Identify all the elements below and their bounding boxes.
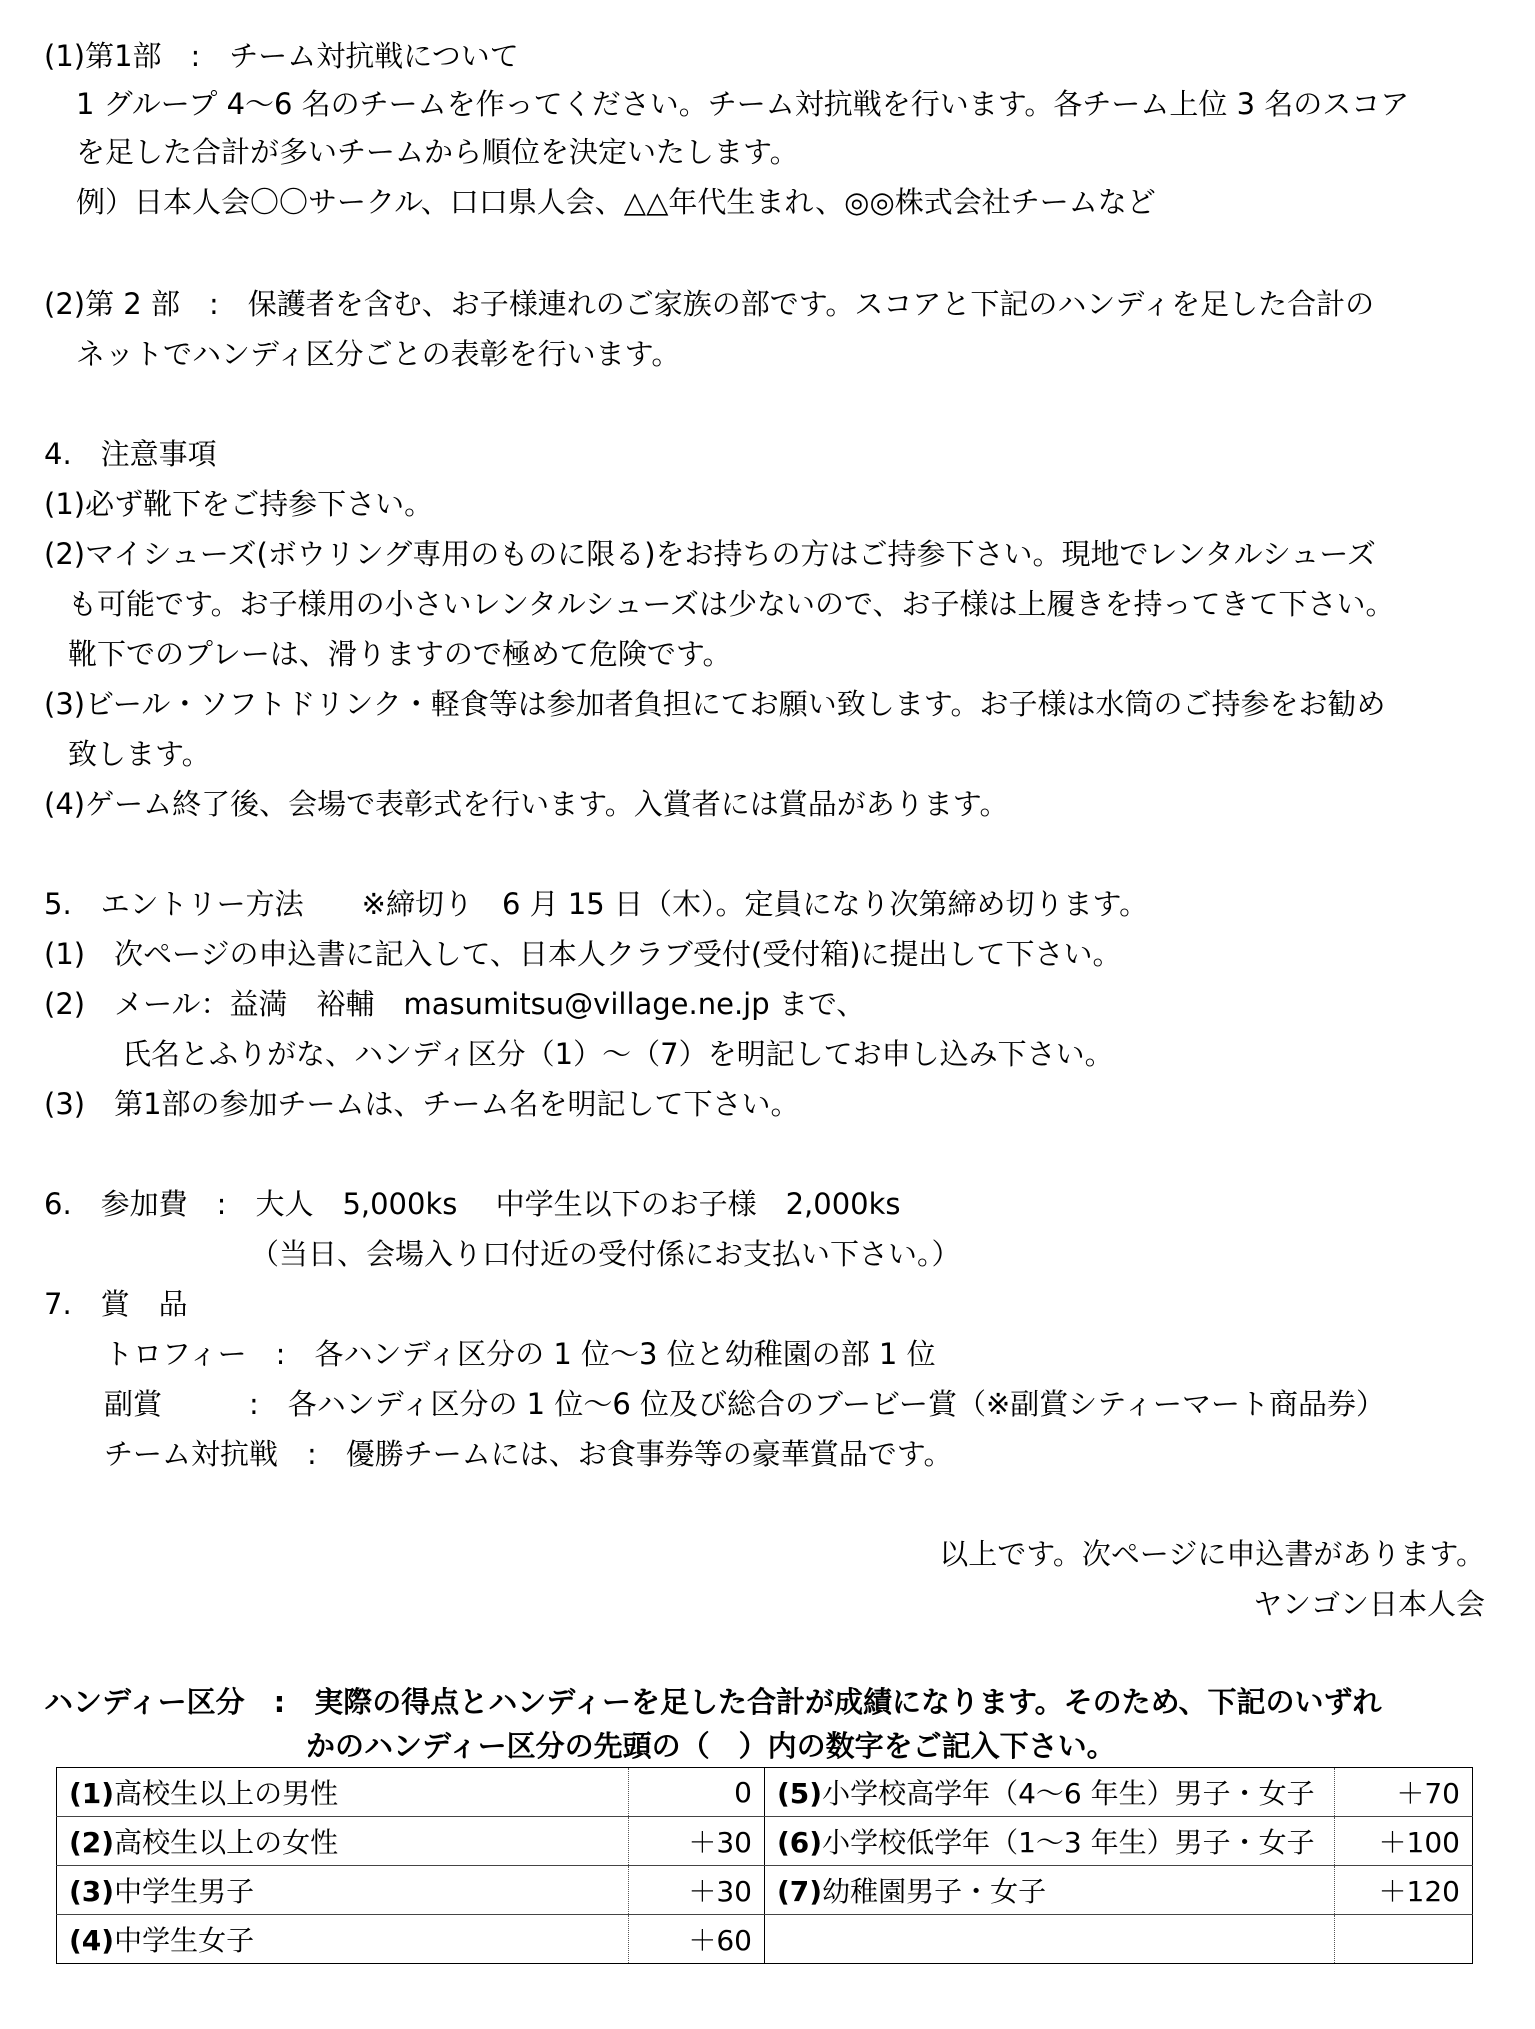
- part2-line: ネットでハンディ区分ごとの表彰を行います。: [76, 337, 681, 371]
- category-number: (6): [777, 1826, 823, 1859]
- category-label: 高校生以上の女性: [114, 1826, 339, 1859]
- table-row: [57, 1817, 1473, 1866]
- notes-item: (1)必ず靴下をご持参下さい。: [44, 487, 434, 521]
- prizes-heading: 7. 賞 品: [44, 1287, 188, 1321]
- handicap-value: ＋70: [1335, 1768, 1473, 1817]
- table-cell: [57, 1768, 629, 1817]
- entry-heading: 5. エントリー方法 ※締切り 6 月 15 日（木）。定員になり次第締め切ります。: [44, 887, 1149, 921]
- fee-line: 6. 参加費 : 大人 5,000ks 中学生以下のお子様 2,000ks: [44, 1187, 901, 1221]
- notes-item: も可能です。お子様用の小さいレンタルシューズは少ないので、お子様は上履きを持ってきて下さい。: [68, 587, 1395, 621]
- prize-trophy: トロフィー : 各ハンディ区分の 1 位～3 位と幼稚園の部 1 位: [104, 1337, 936, 1371]
- notes-item: (3)ビール・ソフトドリンク・軽食等は参加者負担にてお願い致します。お子様は水筒のご持参をお勧め: [44, 687, 1386, 721]
- table-cell: [765, 1817, 1335, 1866]
- category-label: 幼稚園男子・女子: [822, 1875, 1047, 1908]
- notes-heading: 4. 注意事項: [44, 437, 217, 471]
- handicap-value: ＋60: [629, 1915, 765, 1964]
- handicap-value: [1335, 1915, 1473, 1964]
- handicap-value: ＋30: [629, 1866, 765, 1915]
- prize-sub: 副賞 : 各ハンディ区分の 1 位～6 位及び総合のブービー賞（※副賞シティーマート商品券）: [104, 1387, 1385, 1421]
- handicap-value: ＋120: [1335, 1866, 1473, 1915]
- category-number: (2): [69, 1826, 115, 1859]
- entry-item: (1) 次ページの申込書に記入して、日本人クラブ受付(受付箱)に提出して下さい。: [44, 937, 1122, 971]
- category-label: 中学生女子: [114, 1924, 255, 1957]
- notes-item: (2)マイシューズ(ボウリング専用のものに限る)をお持ちの方はご持参下さい。現地でレンタルシューズ: [44, 537, 1376, 571]
- category-label: 高校生以上の男性: [114, 1777, 339, 1810]
- organization-name: ヤンゴン日本人会: [1253, 1587, 1485, 1621]
- notes-item: (4)ゲーム終了後、会場で表彰式を行います。入賞者には賞品があります。: [44, 787, 1009, 821]
- handicap-heading-2: かのハンディー区分の先頭の（ ）内の数字をご記入下さい。: [306, 1729, 1116, 1763]
- category-number: (3): [69, 1875, 115, 1908]
- entry-item: (2) メール：益満 裕輔 masumitsu@village.ne.jp まで、: [44, 987, 866, 1021]
- entry-item: 氏名とふりがな、ハンディ区分（1）～（7）を明記してお申し込み下さい。: [122, 1037, 1114, 1071]
- closing-line: 以上です。次ページに申込書があります。: [939, 1537, 1485, 1571]
- table-cell: [765, 1768, 1335, 1817]
- category-number: (1): [69, 1777, 115, 1810]
- handicap-value: 0: [629, 1768, 765, 1817]
- part2-heading: (2)第 2 部 : 保護者を含む、お子様連れのご家族の部です。スコアと下記のハンディを足した合計の: [44, 287, 1375, 321]
- table-row: [57, 1915, 1473, 1964]
- fee-note: （当日、会場入り口付近の受付係にお支払い下さい。）: [250, 1237, 961, 1271]
- table-row: [57, 1866, 1473, 1915]
- handicap-table: [56, 1767, 1473, 1964]
- handicap-heading: ハンディー区分 : 実際の得点とハンディーを足した合計が成績になります。そのため、下記のいずれ: [44, 1685, 1382, 1719]
- category-number: (7): [777, 1875, 823, 1908]
- table-cell: [765, 1866, 1335, 1915]
- table-row: [57, 1768, 1473, 1817]
- category-label: 小学校高学年（4～6 年生）男子・女子: [822, 1777, 1315, 1810]
- notes-item: 致します。: [68, 737, 211, 771]
- category-label: 小学校低学年（1～3 年生）男子・女子: [822, 1826, 1315, 1859]
- handicap-value: ＋30: [629, 1817, 765, 1866]
- category-label: 中学生男子: [114, 1875, 255, 1908]
- table-cell: [57, 1817, 629, 1866]
- part1-line: を足した合計が多いチームから順位を決定いたします。: [76, 135, 799, 169]
- category-number: (5): [777, 1777, 823, 1810]
- table-cell: [57, 1915, 629, 1964]
- handicap-value: ＋100: [1335, 1817, 1473, 1866]
- category-number: (4): [69, 1924, 115, 1957]
- part1-example: 例）日本人会〇〇サークル、口口県人会、△△年代生まれ、◎◎株式会社チームなど: [76, 185, 1156, 219]
- part1-heading: (1)第1部 : チーム対抗戦について: [44, 39, 519, 73]
- notes-item: 靴下でのプレーは、滑りますので極めて危険です。: [68, 637, 732, 671]
- part1-line: 1 グループ 4～6 名のチームを作ってください。チーム対抗戦を行います。各チーム上位 3 名のスコア: [76, 87, 1410, 121]
- prize-team: チーム対抗戦 : 優勝チームには、お食事券等の豪華賞品です。: [104, 1437, 953, 1471]
- table-cell: [57, 1866, 629, 1915]
- entry-item: (3) 第1部の参加チームは、チーム名を明記して下さい。: [44, 1087, 800, 1121]
- table-cell: [765, 1915, 1335, 1964]
